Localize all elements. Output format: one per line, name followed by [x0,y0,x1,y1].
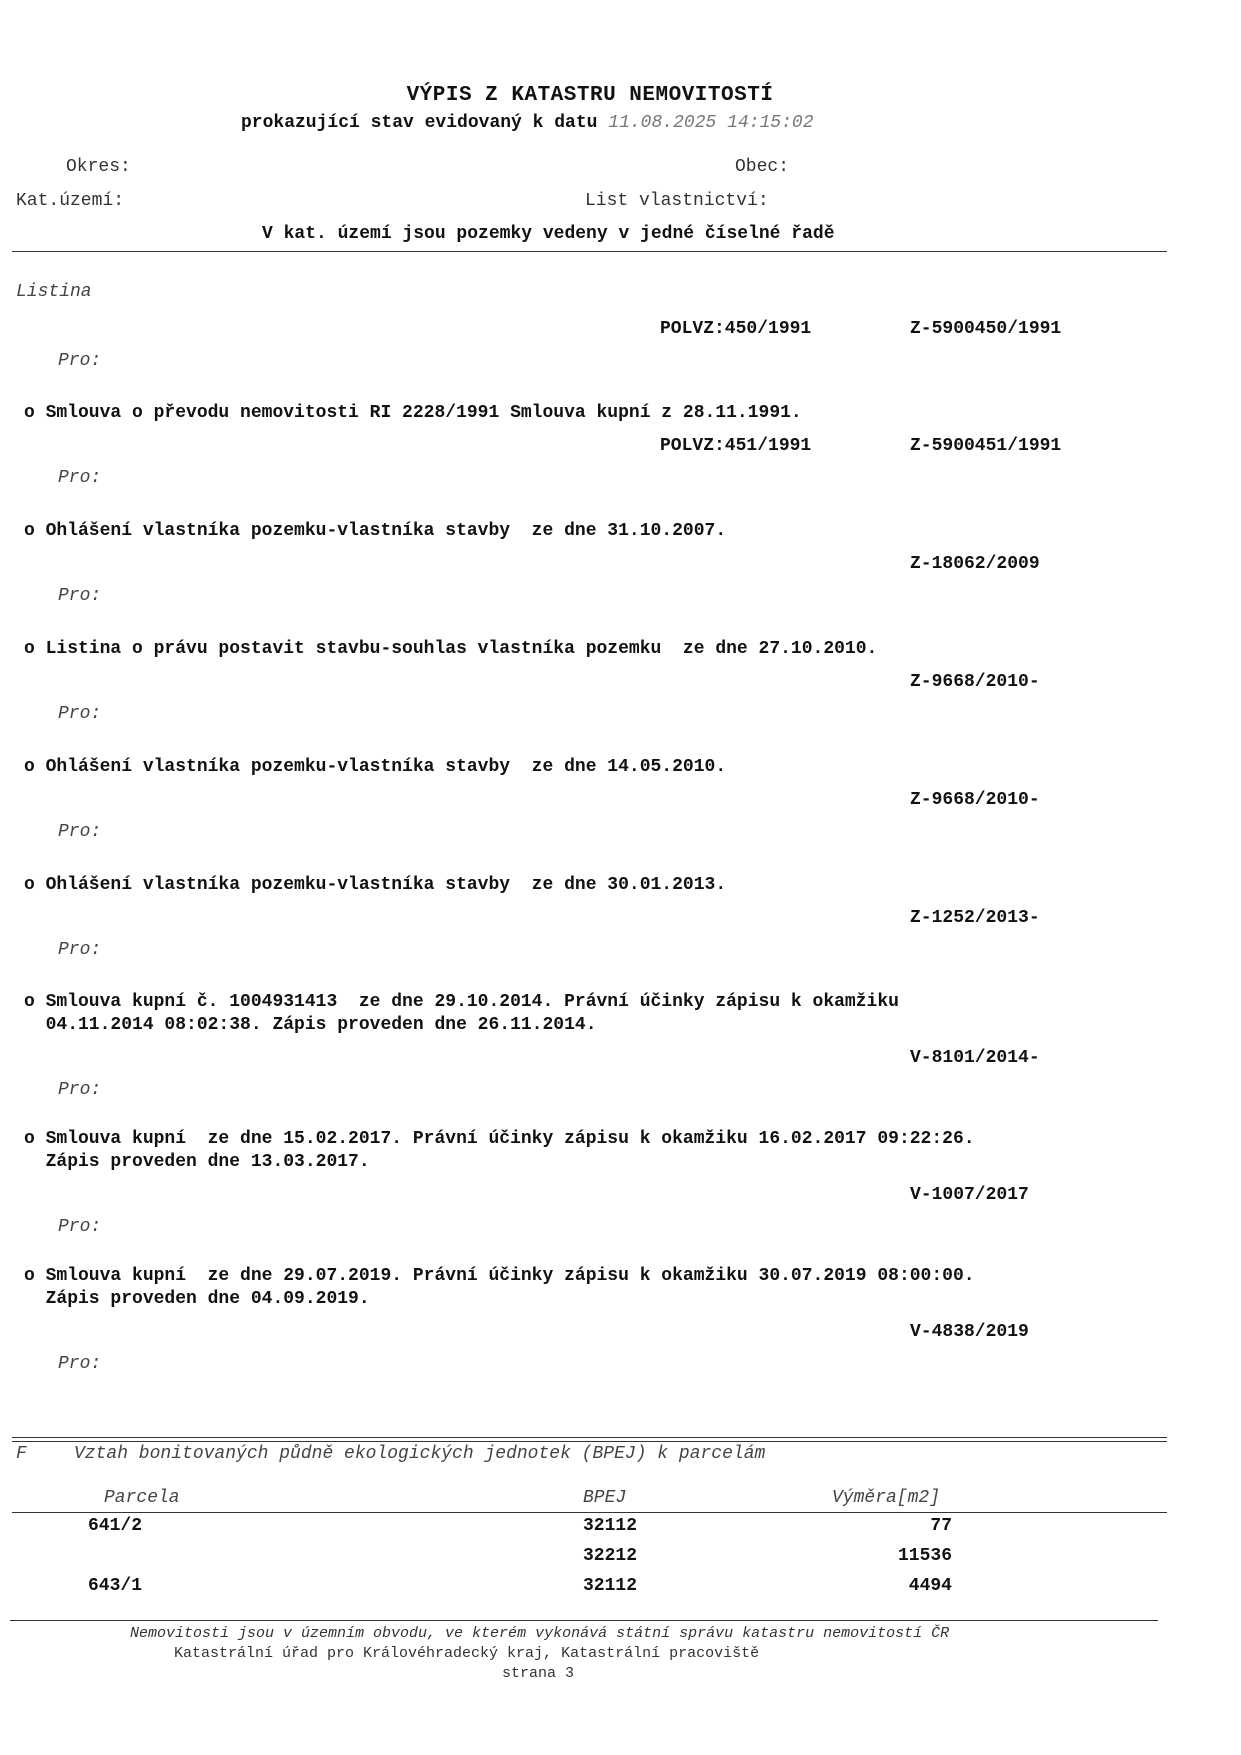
pro-label: Pro: [58,468,102,488]
entry-reference: V-4838/2019 [910,1322,1029,1342]
listina-section-label: Listina [16,282,92,302]
kat-uzemi-label: Kat.území: [16,191,125,211]
pro-label: Pro: [58,351,102,371]
footer-divider [10,1620,1158,1621]
header-divider [12,251,1167,252]
entry-reference: V-8101/2014- [910,1048,1040,1068]
section-f-title: Vztah bonitovaných půdně ekologických jednotek (BPEJ) k parcelám [74,1444,766,1464]
entry-text-line: o Smlouva kupní č. 1004931413 ze dne 29.10.2014. Právní účinky zápisu k okamžiku [24,992,899,1012]
subtitle-date: 11.08.2025 14:15:02 [608,113,814,133]
column-header-bpej: BPEJ [583,1488,627,1508]
footer-line-2: Katastrální úřad pro Královéhradecký kraj, Katastrální pracoviště [174,1645,760,1662]
entry-reference: Z-5900450/1991 [910,319,1062,339]
document-subtitle [241,113,814,133]
entry-text-line: 04.11.2014 08:02:38. Zápis proveden dne 26.11.2014. [24,1015,597,1035]
cell-bpej: 32112 [583,1516,638,1536]
entry-text-line: o Smlouva kupní ze dne 15.02.2017. Právní účinky zápisu k okamžiku 16.02.2017 09:22:26. [24,1129,975,1149]
pro-label: Pro: [58,586,102,606]
cell-parcela: 641/2 [88,1516,143,1536]
entry-reference: Z-1252/2013- [910,908,1040,928]
entry-text-line: o Ohlášení vlastníka pozemku-vlastníka stavby ze dne 14.05.2010. [24,757,727,777]
column-header-vymera: Výměra[m2] [832,1488,941,1508]
list-vlastnictvi-label: List vlastnictví: [585,191,769,211]
table-header-divider [12,1512,1167,1513]
okres-label: Okres: [66,157,131,177]
column-header-parcela: Parcela [104,1488,180,1508]
cell-vymera: 4494 [908,1576,952,1596]
cell-vymera: 77 [930,1516,952,1536]
entry-text-line: o Ohlášení vlastníka pozemku-vlastníka stavby ze dne 30.01.2013. [24,875,727,895]
pro-label: Pro: [58,1354,102,1374]
entry-reference: Z-18062/2009 [910,554,1040,574]
section-f-double-rule-bottom [12,1441,1167,1442]
subtitle-prefix: prokazující stav evidovaný k datu [241,113,598,133]
entry-text-line: o Smlouva kupní ze dne 29.07.2019. Právní účinky zápisu k okamžiku 30.07.2019 08:00:00. [24,1266,975,1286]
entry-text-line: o Ohlášení vlastníka pozemku-vlastníka stavby ze dne 31.10.2007. [24,521,727,541]
cadastral-note: V kat. území jsou pozemky vedeny v jedné číselné řadě [262,224,835,244]
cell-bpej: 32212 [583,1546,638,1566]
entry-reference: Z-9668/2010- [910,790,1040,810]
cell-parcela: 643/1 [88,1576,143,1596]
document-title: VÝPIS Z KATASTRU NEMOVITOSTÍ [406,84,774,107]
entry-text-line: Zápis proveden dne 13.03.2017. [24,1152,370,1172]
pro-label: Pro: [58,940,102,960]
cell-bpej: 32112 [583,1576,638,1596]
page-number: strana 3 [502,1665,575,1682]
entry-reference: Z-5900451/1991 [910,436,1062,456]
section-f-letter: F [16,1444,27,1464]
polvz-number: POLVZ:451/1991 [660,436,812,456]
pro-label: Pro: [58,822,102,842]
footer-line-1: Nemovitosti jsou v územním obvodu, ve kterém vykonává státní správu katastru nemovitostí ČR [130,1625,950,1642]
cell-vymera: 11536 [897,1546,952,1566]
obec-label: Obec: [735,157,790,177]
section-f-double-rule-top [12,1437,1167,1438]
pro-label: Pro: [58,1080,102,1100]
entry-reference: Z-9668/2010- [910,672,1040,692]
entry-text-line: o Smlouva o převodu nemovitosti RI 2228/1991 Smlouva kupní z 28.11.1991. [24,403,802,423]
polvz-number: POLVZ:450/1991 [660,319,812,339]
entry-text-line: o Listina o právu postavit stavbu-souhlas vlastníka pozemku ze dne 27.10.2010. [24,639,878,659]
pro-label: Pro: [58,1217,102,1237]
entry-text-line: Zápis proveden dne 04.09.2019. [24,1289,370,1309]
pro-label: Pro: [58,704,102,724]
entry-reference: V-1007/2017 [910,1185,1029,1205]
